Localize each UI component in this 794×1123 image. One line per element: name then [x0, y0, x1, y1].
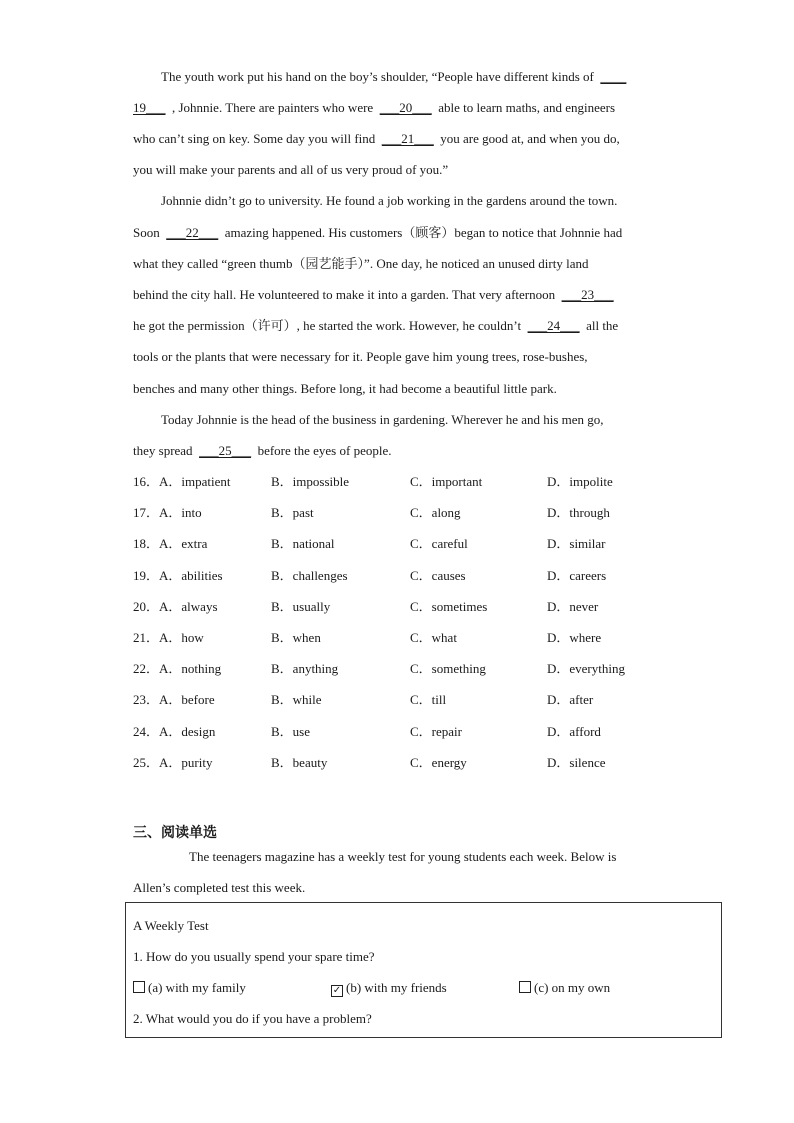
answer-option-c: [410, 536, 468, 552]
answer-option-d: D．where: [547, 630, 602, 645]
answer-option-d: D．after: [547, 692, 594, 708]
answer-option-d: D．afford: [547, 723, 601, 739]
answer-option-b: B．usually: [271, 598, 331, 614]
section-intro: Allen’s completed test this week.: [133, 880, 306, 895]
answer-option-b: B．when: [271, 630, 321, 645]
answer-option-b: [271, 755, 327, 771]
answer-option-c: C．what: [410, 630, 457, 645]
checkbox-c[interactable]: [519, 981, 531, 993]
answer-option-a: A．nothing: [159, 661, 222, 677]
blank-25: ___25___: [199, 443, 252, 458]
answer-option-a: A．purity: [159, 754, 213, 770]
answer-option-d: [547, 630, 601, 646]
answer-option-b: [271, 724, 310, 740]
passage-line: behind the city hall. He volunteered to make it into a garden. That very afternoon ___23___: [133, 287, 614, 302]
question-number: 16．: [133, 474, 160, 489]
answer-option-c: [410, 599, 487, 615]
answer-option-d: D．never: [547, 598, 599, 614]
answer-option-c: C．repair: [410, 723, 462, 739]
answer-option-c: C．causes: [410, 567, 466, 583]
answer-option-b: B．past: [271, 505, 314, 521]
blank: ____: [600, 69, 627, 84]
answer-option-c: C．till: [410, 692, 447, 708]
answer-option-a: A．always: [159, 598, 218, 614]
question-number: 19．: [133, 567, 160, 583]
passage-line: Soon ___22___ amazing happened. His customers（顾客）began to notice that Johnnie had: [133, 225, 623, 240]
answer-option-a: A．how: [159, 630, 204, 645]
question-number: 21．: [133, 630, 160, 645]
answer-option-b: B．use: [271, 723, 311, 739]
answer-option-d: [547, 755, 605, 771]
test-title: A Weekly Test: [133, 918, 209, 933]
answer-option-b: [271, 568, 348, 584]
question-number: 25．: [133, 754, 160, 770]
answer-option-c: [410, 661, 486, 677]
answer-option-c: [410, 630, 457, 646]
answer-option-c: C．energy: [410, 754, 467, 770]
checkbox-b-checked[interactable]: ✓: [332, 985, 342, 996]
option-b[interactable]: ✓ (b) with my friends: [332, 980, 447, 996]
answer-option-d: [547, 692, 593, 708]
answer-option-c: [410, 568, 466, 584]
answer-option-a: A．before: [159, 692, 215, 708]
answer-option-a: A．design: [159, 723, 216, 739]
question-number: 17．: [133, 505, 160, 521]
answer-option-b: B．impossible: [271, 474, 350, 489]
answer-option-c: [410, 474, 482, 490]
answer-option-d: D．through: [547, 505, 610, 521]
answer-option-d: D．similar: [547, 536, 606, 552]
test-question-2: 2. What would you do if you have a problem?: [133, 1011, 372, 1026]
answer-option-b: [271, 692, 322, 708]
answer-option-c: C．along: [410, 505, 461, 521]
passage-line: Johnnie didn’t go to university. He found a job working in the gardens around the town.: [161, 193, 618, 208]
passage-line: they spread ___25___ before the eyes of people.: [133, 443, 392, 458]
passage-line: The youth work put his hand on the boy’s shoulder, “People have different kinds of ____: [161, 69, 627, 84]
answer-option-b: B．while: [271, 692, 322, 708]
passage-line: Today Johnnie is the head of the business in gardening. Wherever he and his men go,: [161, 412, 604, 427]
question-row: [133, 505, 202, 521]
answer-option-a: A．extra: [159, 536, 208, 552]
answer-option-b: [271, 599, 330, 615]
answer-option-c: [410, 724, 462, 740]
question-row: [133, 755, 212, 771]
passage-line: what they called “green thumb（园艺能手）”. One day, he noticed an unused dirty land: [133, 256, 589, 271]
blank-21: ___21___: [381, 131, 434, 146]
answer-option-b: B．national: [271, 536, 335, 552]
question-row: [133, 568, 223, 584]
answer-option-b: B．beauty: [271, 754, 328, 770]
passage-line: he got the permission（许可）, he started the work. However, he couldn’t ___24___ all the: [133, 318, 619, 333]
answer-option-b: [271, 630, 321, 646]
answer-option-b: [271, 505, 314, 521]
answer-option-c: [410, 505, 461, 521]
answer-option-c: C．sometimes: [410, 598, 488, 614]
question-row: [133, 474, 231, 490]
answer-option-d: [547, 536, 606, 552]
answer-option-b: B．challenges: [271, 567, 348, 583]
question-number: 18．: [133, 536, 160, 552]
answer-option-d: [547, 474, 613, 490]
question-row: [133, 724, 215, 740]
answer-option-c: C．important: [410, 474, 483, 489]
blank-20: ___20___: [379, 100, 432, 115]
blank-22: ___22___: [166, 225, 219, 240]
answer-option-b: [271, 536, 335, 552]
answer-option-d: D．everything: [547, 661, 625, 677]
answer-option-d: [547, 505, 610, 521]
answer-option-d: D．impolite: [547, 474, 613, 489]
answer-option-a: A．impatient: [159, 474, 231, 489]
passage-line: tools or the plants that were necessary for it. People gave him young trees, rose-bushes,: [133, 349, 588, 364]
section-title: 三、阅读单选: [133, 825, 217, 841]
checkbox-a[interactable]: [133, 981, 145, 993]
passage-line: you will make your parents and all of us very proud of you.”: [133, 162, 449, 177]
question-row: [133, 536, 207, 552]
section-intro: The teenagers magazine has a weekly test for young students each week. Below is: [189, 849, 617, 864]
answer-option-c: [410, 692, 446, 708]
blank-23: ___23___: [561, 287, 614, 302]
answer-option-c: C．careful: [410, 536, 468, 552]
answer-option-c: [410, 755, 467, 771]
answer-option-a: A．into: [159, 505, 202, 521]
answer-option-b: [271, 474, 349, 490]
question-row: [133, 692, 215, 708]
passage-line: who can’t sing on key. Some day you will find ___21___ you are good at, and when you do,: [133, 131, 620, 146]
question-row: [133, 661, 221, 677]
weekly-test-box: [125, 902, 722, 1038]
answer-option-c: C．something: [410, 661, 486, 677]
passage-line: 19___ , Johnnie. There are painters who were ___20___ able to learn maths, and engineers: [133, 100, 616, 115]
answer-option-d: D．silence: [547, 754, 606, 770]
question-number: 20．: [133, 598, 160, 614]
answer-option-d: [547, 724, 601, 740]
question-number: 22．: [133, 661, 160, 677]
blank-19: 19___: [133, 100, 166, 115]
blank-24: ___24___: [527, 318, 580, 333]
option-a[interactable]: (a) with my family: [133, 980, 246, 996]
test-question-1: 1. How do you usually spend your spare time?: [133, 949, 375, 964]
question-row: [133, 599, 218, 615]
answer-option-b: B．anything: [271, 661, 339, 677]
answer-option-d: D．careers: [547, 567, 607, 583]
question-number: 23．: [133, 692, 160, 708]
question-number: 24．: [133, 723, 160, 739]
answer-option-d: [547, 599, 598, 615]
answer-option-b: [271, 661, 338, 677]
answer-option-d: [547, 661, 625, 677]
option-c[interactable]: (c) on my own: [519, 980, 610, 996]
answer-option-a: A．abilities: [159, 567, 223, 583]
question-row: [133, 630, 204, 646]
answer-option-d: [547, 568, 606, 584]
passage-line: benches and many other things. Before long, it had become a beautiful little park.: [133, 381, 557, 396]
